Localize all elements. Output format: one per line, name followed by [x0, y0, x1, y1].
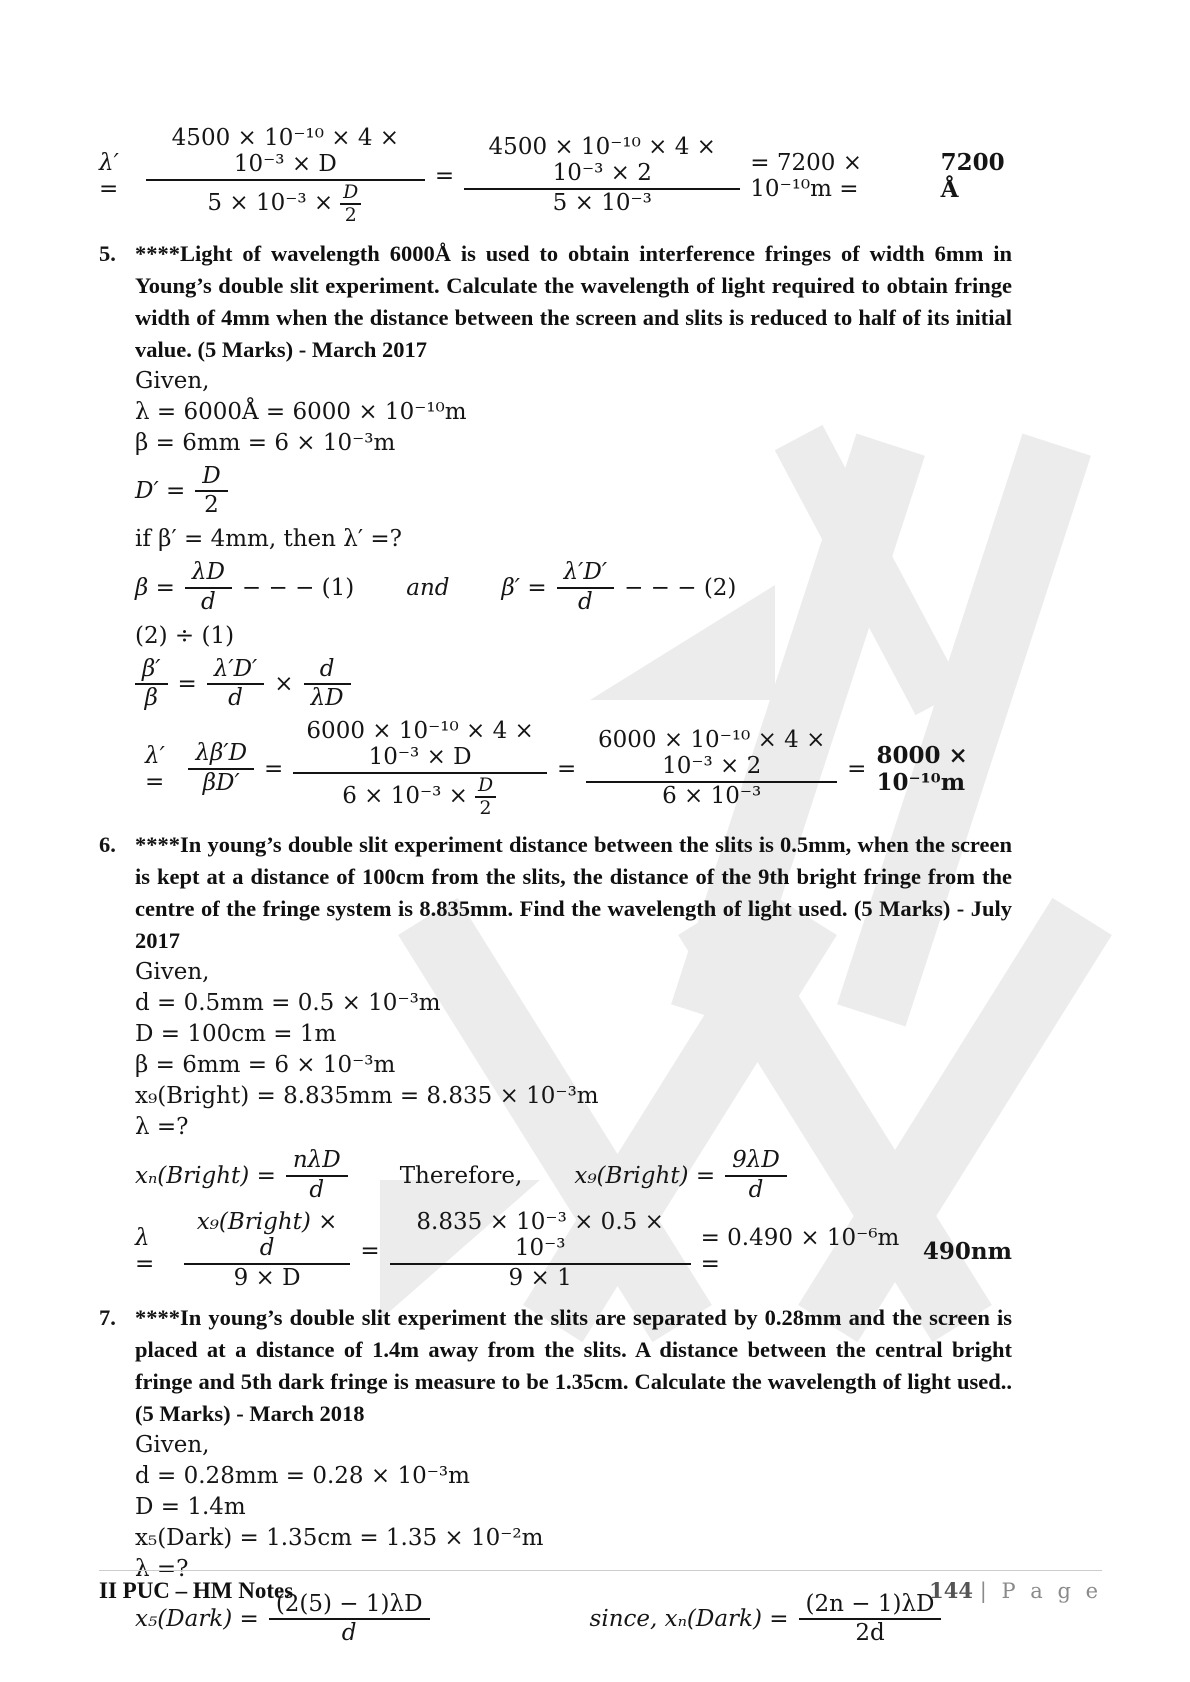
given-label: Given, — [135, 958, 210, 985]
fraction: $\frac{\lambda D}{d}$ — [185, 560, 232, 616]
fraction: $\frac{\text{6000 × 10⁻¹⁰ × 4 × 10⁻³ × 2}}{\text{6 × 10⁻³}}$ — [586, 728, 837, 809]
page-footer — [99, 1570, 1102, 1604]
fraction: $\frac{\lambda'D'}{d}$ — [207, 657, 264, 713]
question-5-text: ****Light of wavelength 6000Å is used to obtain interference fringes of width 6mm in Young’s double slit experiment. Calculate the wavelength of light required to obtain fringe width of 4mm when the distance between the screen and slits is reduced to half of its initial value. (5 Marks) - March 2017 — [135, 240, 1012, 362]
unknown-line: λ =? — [135, 1113, 189, 1140]
equation-ratio: $\frac{\beta'}{\beta}$ = $\frac{\lambda'D'}{d}$ × $\frac{d}{\lambda D}$ — [135, 657, 1012, 713]
stars: **** — [135, 831, 180, 857]
given-line: d = 0.28mm = 0.28 × 10⁻³m — [135, 1462, 470, 1489]
math-tail: = 7200 × 10⁻¹⁰m = — [750, 149, 862, 202]
stars: **** — [135, 240, 180, 266]
therefore-word: Therefore, — [399, 1162, 523, 1189]
footer-page-word: | P a g e — [979, 1579, 1102, 1603]
fraction-nested: $\frac{D}{2}$ — [475, 775, 496, 819]
math-result: 490nm — [922, 1237, 1012, 1265]
fraction: $\frac{\text{nλD}}{d}$ — [286, 1148, 348, 1204]
math-result: 8000 × 10⁻¹⁰m — [876, 742, 968, 797]
given-line: β = 6mm = 6 × 10⁻³m — [135, 1051, 396, 1078]
fraction: 4500 × 10⁻¹⁰ × 4 × 10⁻³ × D 5 × 10⁻³ × $\frac{D}{2}$ — [146, 126, 425, 226]
footer-rule — [99, 1570, 1102, 1571]
fraction: $\frac{\lambda'D'}{d}$ — [557, 560, 614, 616]
fraction: $\frac{D}{2}$ — [195, 464, 227, 520]
equation-xn-bright: xₙ(Bright) = $\frac{\text{nλD}}{d}$ Therefore, x₉(Bright) = $\frac{9\lambda D}{d}$ — [135, 1148, 1012, 1204]
unknown-line: λ =? — [135, 1555, 189, 1582]
fraction: $\frac{\text{x₉(Bright) × d}}{9 \times D}$ — [184, 1210, 351, 1291]
footer-page — [929, 1578, 1102, 1603]
question-7 — [99, 1302, 1012, 1430]
equation-x5-dark: x₅(Dark) = $\frac{(2(5) - 1)\lambda D}{d}$ since, xₙ(Dark) = $\frac{(2n - 1)\lambda D}{2d}$ — [135, 1592, 1012, 1648]
question-5 — [99, 238, 1012, 366]
given-label: Given, — [135, 367, 210, 394]
given-line: x₅(Dark) = 1.35cm = 1.35 × 10⁻²m — [135, 1524, 544, 1551]
given-line: λ = 6000Å = 6000 × 10⁻¹⁰m — [135, 398, 467, 425]
equation-beta-pair: β = $\frac{\lambda D}{d}$ − − − (1) and β′ = $\frac{\lambda'D'}{d}$ − − − (2) — [135, 559, 737, 615]
equation-q5-final: λ′ = $\frac{\lambda\beta'D}{\beta D'}$ = 6000 × 10⁻¹⁰ × 4 × 10⁻³ × D 6 × 10⁻³ × $\frac{D}{2}$ = $\frac{\text{6000 × 10⁻¹⁰ × 4 × 10⁻³ × 2}}{\text{6 × 10⁻³}}$ = 8000 × 10⁻¹⁰m — [135, 719, 1012, 819]
question-6-solution — [99, 957, 1012, 1292]
fraction: $\frac{(2n - 1)\lambda D}{2d}$ — [799, 1592, 942, 1648]
question-7-solution — [99, 1430, 1012, 1648]
fraction: $\frac{\text{8.835 × 10⁻³ × 0.5 × 10⁻³}}{9 \times 1}$ — [390, 1210, 691, 1291]
fraction: $\frac{d}{\lambda D}$ — [304, 657, 351, 713]
fraction: $\frac{\beta'}{\beta}$ — [135, 657, 168, 713]
fraction: $\frac{9\lambda D}{d}$ — [725, 1148, 787, 1204]
math-lhs: λ′ = — [99, 149, 119, 202]
fraction: 6000 × 10⁻¹⁰ × 4 × 10⁻³ × D 6 × 10⁻³ × $\frac{D}{2}$ — [293, 719, 547, 819]
question-7-text: ****In young’s double slit experiment the slits are separated by 0.28mm and the screen is placed at a distance of 1.4m away from the slits. A distance between the central bright fringe and 5th dark fringe is measure to be 1.35cm. Calculate the wavelength of light used.. (5 Marks) - March 2018 — [135, 1304, 1012, 1426]
given-line: β = 6mm = 6 × 10⁻³m — [135, 429, 396, 456]
divide-line: (2) ÷ (1) — [135, 622, 235, 649]
question-6-text: ****In young’s double slit experiment distance between the slits is 0.5mm, when the screen is kept at a distance of 100cm from the slits, the distance of the 9th bright fringe from the centre of the fringe system is 8.835mm. Find the wavelength of light used. (5 Marks) - July 2017 — [135, 831, 1012, 953]
footer-title: II PUC – HM Notes — [99, 1578, 294, 1603]
equals-sign: = — [434, 162, 455, 189]
given-line: x₉(Bright) = 8.835mm = 8.835 × 10⁻³m — [135, 1082, 599, 1109]
question-6 — [99, 829, 1012, 957]
question-5-number: 5. — [99, 240, 116, 266]
and-word: and — [406, 574, 450, 601]
fraction-nested: $\frac{D}{2}$ — [340, 182, 361, 226]
page-content — [99, 122, 1012, 1654]
question-7-number: 7. — [99, 1304, 116, 1330]
given-label: Given, — [135, 1431, 210, 1458]
given-line: d = 0.5mm = 0.5 × 10⁻³m — [135, 989, 441, 1016]
since-lhs: since, xₙ(Dark) = — [589, 1606, 789, 1633]
fraction: $\frac{(2(5) - 1)\lambda D}{d}$ — [269, 1592, 430, 1648]
footer-page-number: 144 — [929, 1578, 974, 1603]
equation-prev-result — [99, 126, 1012, 226]
question-6-number: 6. — [99, 831, 116, 857]
fraction: $\frac{\lambda\beta'D}{\beta D'}$ — [188, 741, 254, 797]
stars: **** — [135, 1304, 180, 1330]
condition-line: if β′ = 4mm, then λ′ =? — [135, 526, 402, 553]
fraction: $\frac{\text{4500 × 10⁻¹⁰ × 4 × 10⁻³ × 2}}{\text{5 × 10⁻³}}$ — [464, 135, 740, 216]
equation-q6-final: λ = $\frac{\text{x₉(Bright) × d}}{9 \times D}$ = $\frac{\text{8.835 × 10⁻³ × 0.5 × 10⁻³}}{9 \times 1}$ = 0.490 × 10⁻⁶m = 490nm — [135, 1209, 1012, 1291]
math-result: 7200 Å — [940, 148, 1005, 203]
question-5-solution — [99, 366, 1012, 819]
given-line: D = 1.4m — [135, 1493, 246, 1520]
given-line: D = 100cm = 1m — [135, 1020, 337, 1047]
equation-dprime: D′ = $\frac{D}{2}$ — [135, 464, 1012, 520]
